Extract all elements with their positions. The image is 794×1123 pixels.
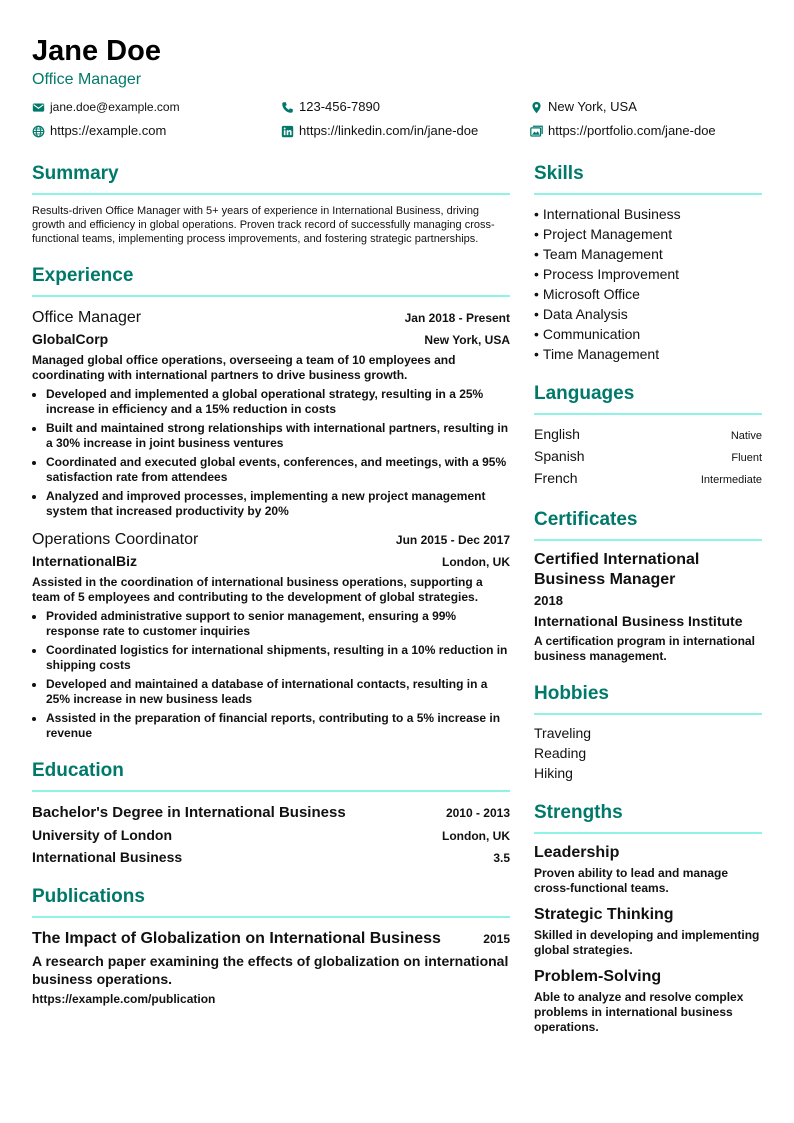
skill-item: • Microsoft Office bbox=[534, 284, 762, 304]
job-location: New York, USA bbox=[424, 333, 510, 347]
hobbies-section bbox=[534, 682, 762, 783]
strengths-heading: Strengths bbox=[534, 801, 762, 834]
education-heading: Education bbox=[32, 759, 510, 792]
contact-website-text: https://example.com bbox=[50, 123, 167, 138]
language-item bbox=[534, 424, 762, 446]
skill-item: • Process Improvement bbox=[534, 264, 762, 284]
job-bullet: • Developed and maintained a database of international contacts, resulting in a 25% increase in new business leads bbox=[46, 677, 510, 707]
education-score: 3.5 bbox=[493, 851, 510, 865]
contact-portfolio[interactable] bbox=[530, 122, 762, 140]
phone-icon bbox=[281, 101, 294, 114]
job-company: InternationalBiz bbox=[32, 553, 138, 569]
language-item bbox=[534, 446, 762, 468]
strength-name: Problem-Solving bbox=[534, 968, 662, 985]
skill-item: • Team Management bbox=[534, 244, 762, 264]
job-title: Operations Coordinator bbox=[32, 531, 199, 548]
job-bullets bbox=[32, 387, 510, 519]
summary-heading: Summary bbox=[32, 162, 510, 195]
education-location: London, UK bbox=[442, 829, 510, 843]
skills-section bbox=[534, 162, 762, 364]
languages-section bbox=[534, 382, 762, 490]
publication-year: 2015 bbox=[483, 932, 510, 946]
strength-name: Leadership bbox=[534, 844, 620, 861]
certificate-title: Certified International Business Manager bbox=[534, 551, 700, 588]
globe-icon bbox=[32, 125, 45, 138]
language-name: French bbox=[534, 470, 578, 486]
publication-link[interactable]: https://example.com/publication bbox=[32, 992, 216, 1006]
candidate-name: Jane Doe bbox=[32, 35, 161, 67]
strength-description: Proven ability to lead and manage cross-functional teams. bbox=[534, 866, 729, 895]
skills-heading: Skills bbox=[534, 162, 762, 195]
strength-item bbox=[534, 967, 762, 1035]
publication-entry bbox=[32, 929, 510, 1006]
certificates-section bbox=[534, 508, 762, 664]
certificate-year: 2018 bbox=[534, 593, 563, 608]
publication-description: A research paper examining the effects of globalization on international business operations. bbox=[32, 953, 509, 987]
contact-website[interactable] bbox=[32, 122, 281, 140]
job-entry bbox=[32, 530, 510, 741]
strengths-section bbox=[534, 801, 762, 1035]
hobbies-heading: Hobbies bbox=[534, 682, 762, 715]
education-section bbox=[32, 759, 510, 867]
contact-email[interactable] bbox=[32, 98, 281, 116]
job-bullet: • Assisted in the preparation of financial reports, contributing to a 5% increase in revenue bbox=[46, 711, 510, 741]
candidate-title: Office Manager bbox=[32, 71, 142, 88]
contact-location bbox=[530, 98, 762, 116]
email-icon bbox=[32, 101, 45, 114]
languages-list bbox=[534, 424, 762, 490]
language-level: Native bbox=[730, 430, 762, 442]
publications-section bbox=[32, 885, 510, 1006]
contact-info bbox=[32, 98, 762, 140]
experience-section bbox=[32, 264, 510, 741]
certificates-heading: Certificates bbox=[534, 508, 762, 541]
experience-heading: Experience bbox=[32, 264, 510, 297]
publications-heading: Publications bbox=[32, 885, 510, 918]
contact-email-text: jane.doe@example.com bbox=[50, 100, 180, 114]
certificate-description: A certification program in international business management. bbox=[534, 634, 755, 663]
contact-phone[interactable] bbox=[281, 98, 530, 116]
summary-section bbox=[32, 162, 510, 246]
side-column bbox=[534, 162, 762, 1053]
job-dates: Jun 2015 - Dec 2017 bbox=[395, 533, 510, 547]
location-icon bbox=[530, 101, 543, 114]
job-description: Managed global office operations, overseeing a team of 10 employees and coordinating with international partners to drive business growth. bbox=[32, 353, 456, 382]
contact-location-text: New York, USA bbox=[548, 99, 637, 114]
job-title: Office Manager bbox=[32, 309, 142, 326]
job-dates: Jan 2018 - Present bbox=[404, 311, 510, 325]
job-company: GlobalCorp bbox=[32, 331, 109, 347]
hobby-item: Reading bbox=[534, 745, 587, 761]
language-level: Intermediate bbox=[700, 474, 762, 486]
hobbies-list bbox=[534, 723, 762, 783]
resume-body bbox=[32, 162, 762, 1053]
job-entry bbox=[32, 308, 510, 519]
hobby-item: Hiking bbox=[534, 765, 573, 781]
strength-item bbox=[534, 905, 762, 958]
contact-portfolio-text: https://portfolio.com/jane-doe bbox=[548, 123, 716, 138]
contact-phone-text: 123-456-7890 bbox=[299, 99, 380, 114]
language-level: Fluent bbox=[731, 452, 762, 464]
languages-heading: Languages bbox=[534, 382, 762, 415]
education-dates: 2010 - 2013 bbox=[445, 806, 510, 820]
education-school: University of London bbox=[32, 827, 172, 843]
skills-list bbox=[534, 204, 762, 364]
strength-item bbox=[534, 843, 762, 896]
job-bullet: • Built and maintained strong relationships with international partners, resulting in a 30% increase in joint business ventures bbox=[46, 421, 510, 451]
certificate-issuer: International Business Institute bbox=[534, 613, 743, 629]
job-description: Assisted in the coordination of international business operations, supporting a team of 5 employees and contributing to the development of global strategies. bbox=[32, 575, 483, 604]
publication-title: The Impact of Globalization on International Business bbox=[32, 930, 441, 947]
portfolio-icon bbox=[530, 125, 543, 138]
job-bullet: • Developed and implemented a global operational strategy, resulting in a 25% increase in efficiency and a 15% reduction in costs bbox=[46, 387, 510, 417]
job-bullets bbox=[32, 609, 510, 741]
strength-description: Skilled in developing and implementing global strategies. bbox=[534, 928, 760, 957]
skill-item: • Communication bbox=[534, 324, 762, 344]
skill-item: • International Business bbox=[534, 204, 762, 224]
language-name: English bbox=[534, 426, 580, 442]
strength-description: Able to analyze and resolve complex problems in international business operations. bbox=[534, 990, 744, 1034]
education-entry bbox=[32, 803, 510, 867]
strength-name: Strategic Thinking bbox=[534, 906, 674, 923]
summary-text: Results-driven Office Manager with 5+ years of experience in International Business, driving growth and efficiency in global operations. Proven track record of successfully managing cross-functional teams, implementing process improvements, and fostering strategic partnerships. bbox=[32, 205, 495, 245]
education-degree: Bachelor's Degree in International Business bbox=[32, 804, 346, 821]
skill-item: • Data Analysis bbox=[534, 304, 762, 324]
language-item bbox=[534, 468, 762, 490]
job-bullet: • Coordinated logistics for international shipments, resulting in a 10% reduction in shipping costs bbox=[46, 643, 510, 673]
skill-item: • Time Management bbox=[534, 344, 762, 364]
job-bullet: • Provided administrative support to senior management, ensuring a 99% response rate to customer inquiries bbox=[46, 609, 510, 639]
education-field: International Business bbox=[32, 849, 183, 865]
skill-item: • Project Management bbox=[534, 224, 762, 244]
linkedin-icon bbox=[281, 125, 294, 138]
language-name: Spanish bbox=[534, 448, 585, 464]
contact-linkedin-text: https://linkedin.com/in/jane-doe bbox=[299, 123, 479, 138]
job-bullet: • Analyzed and improved processes, implementing a new project management system that increased productivity by 20% bbox=[46, 489, 510, 519]
contact-linkedin[interactable] bbox=[281, 122, 530, 140]
hobby-item: Traveling bbox=[534, 725, 592, 741]
job-bullet: • Coordinated and executed global events, conferences, and meetings, with a 95% satisfaction rate from attendees bbox=[46, 455, 510, 485]
main-column bbox=[32, 162, 510, 1053]
job-location: London, UK bbox=[442, 555, 510, 569]
